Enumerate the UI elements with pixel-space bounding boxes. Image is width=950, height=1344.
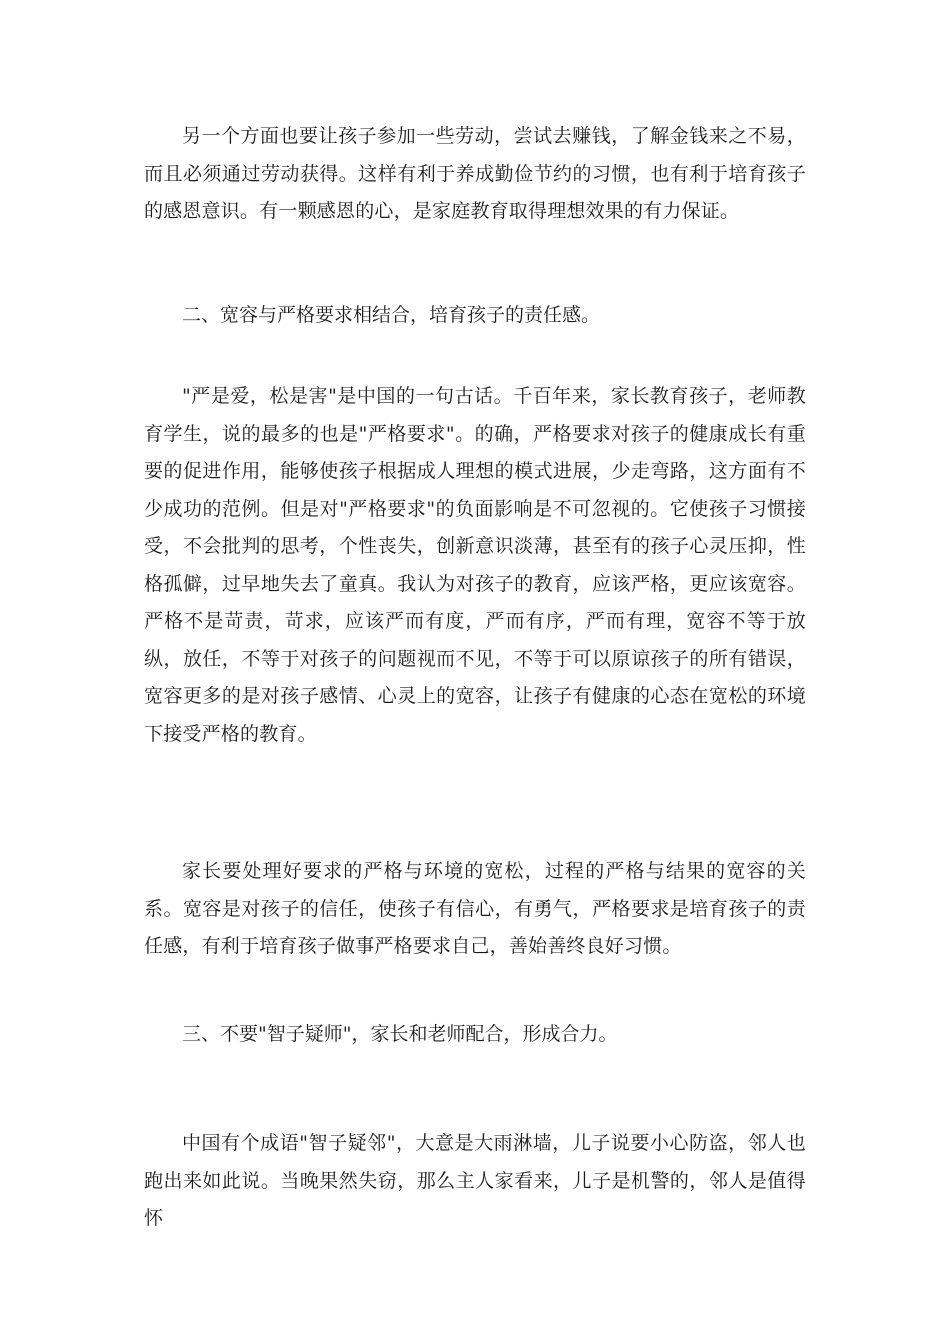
paragraph-strict-love: "严是爱，松是害"是中国的一句古话。千百年来，家长教育孩子，老师教育学生，说的最多的也是"严格要求"。的确，严格要求对孩子的健康成长有重要的促进作用，能够使孩子根据成人理想的模式进展，少走弯路，这方面有不少成功的范例。但是对"严格要求"的负面影响是不可忽视的。它使孩子习惯接受，不会批判的思考，个性丧失，创新意识淡薄，甚至有的孩子心灵压抑，性格孤僻，过早地失去了童真。我认为对孩子的教育，应该严格，更应该宽容。严格不是苛责，苛求，应该严而有度，严而有序，严而有理，宽容不等于放纵，放任，不等于对孩子的问题视而不见，不等于可以原谅孩子的所有错误，宽容更多的是对孩子感情、心灵上的宽容，让孩子有健康的心态在宽松的环境下接受严格的教育。 xyxy=(144,385,806,745)
section-heading-3: 三、不要"智子疑师"，家长和老师配合，形成合力。 xyxy=(182,1023,618,1045)
paragraph-parents-balance: 家长要处理好要求的严格与环境的宽松，过程的严格与结果的宽容的关系。宽容是对孩子的信任，使孩子有信心，有勇气，严格要求是培育孩子的责任感，有利于培育孩子做事严格要求自己，善始善终良好习惯。 xyxy=(144,860,806,957)
section-heading-2: 二、宽容与严格要求相结合，培育孩子的责任感。 xyxy=(182,304,601,326)
paragraph-idiom: 中国有个成语"智子疑邻"，大意是大雨淋墙，儿子说要小心防盗，邻人也跑出来如此说。当晚果然失窃，那么主人家看来，儿子是机警的，邻人是值得怀 xyxy=(144,1132,806,1229)
paragraph-labor: 另一个方面也要让孩子参加一些劳动，尝试去赚钱，了解金钱来之不易，而且必须通过劳动获得。这样有利于养成勤俭节约的习惯，也有利于培育孩子的感恩意识。有一颗感恩的心，是家庭教育取得理想效果的有力保证。 xyxy=(144,125,806,222)
